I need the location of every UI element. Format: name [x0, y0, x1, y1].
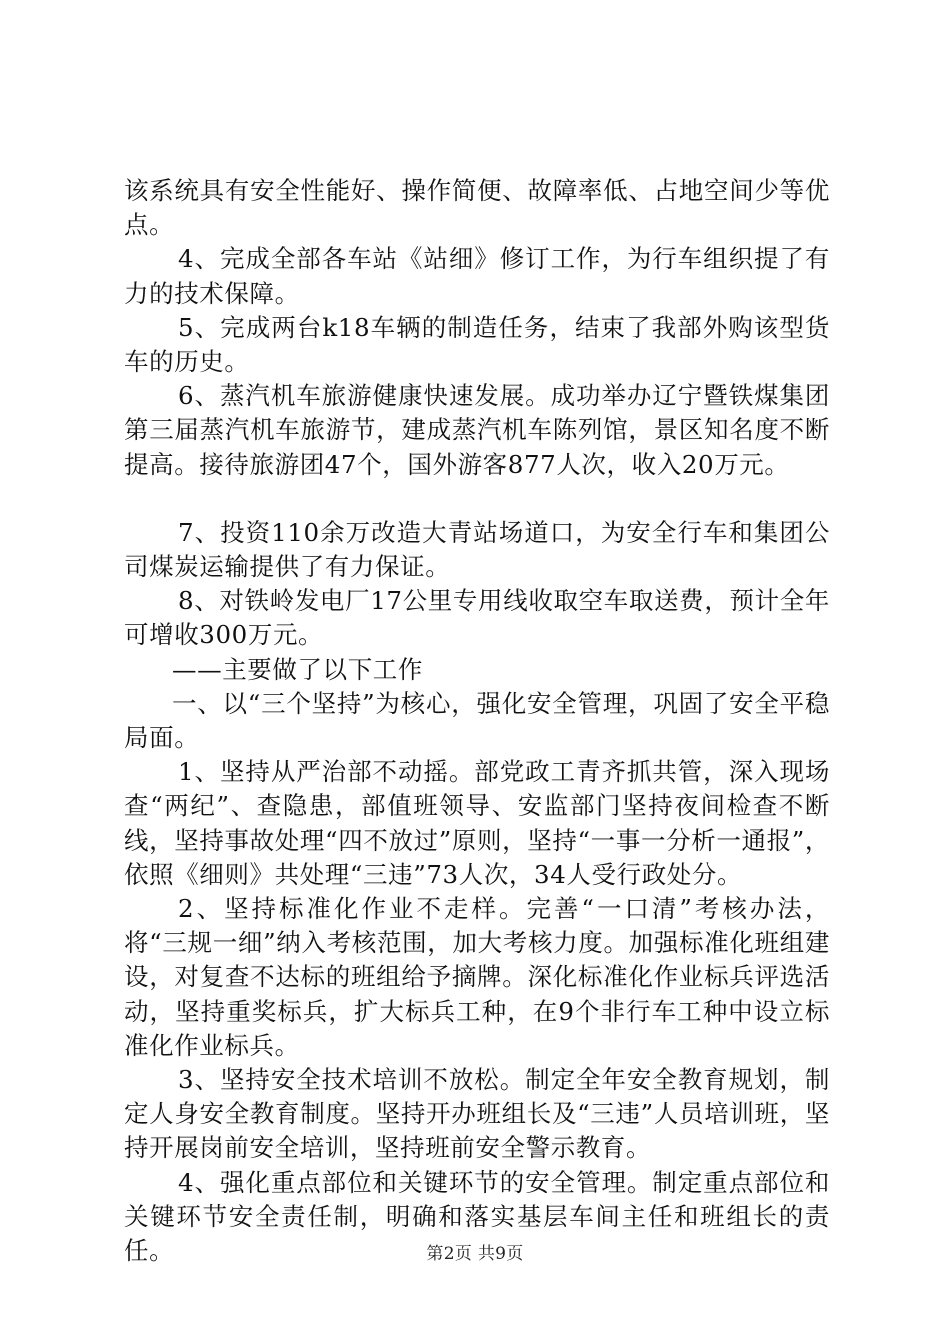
- paragraph-point-3: 3、坚持安全技术培训不放松。制定全年安全教育规划，制定人身安全教育制度。坚持开办班组长及“三违”人员培训班，坚持开展岗前安全培训，坚持班前安全警示教育。: [124, 1065, 830, 1163]
- paragraph-item-4: 4、完成全部各车站《站细》修订工作，为行车组织提了有力的技术保障。: [124, 244, 830, 308]
- paragraph-item-6: 6、蒸汽机车旅游健康快速发展。成功举办辽宁暨铁煤集团第三届蒸汽机车旅游节，建成蒸汽机车陈列馆，景区知名度不断提高。接待旅游团47个，国外游客877人次，收入20万元。: [124, 381, 830, 479]
- paragraph-item-5: 5、完成两台k18车辆的制造任务，结束了我部外购该型货车的历史。: [124, 312, 830, 377]
- section-intro: ——主要做了以下工作: [172, 654, 423, 684]
- paragraph-point-1: 1、坚持从严治部不动摇。部党政工青齐抓共管，深入现场查“两纪”、查隐患，部值班领导、安监部门坚持夜间检查不断线，坚持事故处理“四不放过”原则，坚持“一事一分析一通报”，依照《细则》共处理“三违”73人次，34人受行政处分。: [124, 757, 830, 889]
- paragraph-point-2: 2、坚持标准化作业不走样。完善“一口清”考核办法，将“三规一细”纳入考核范围，加大考核力度。加强标准化班组建设，对复查不达标的班组给予摘牌。深化标准化作业标兵评选活动，坚持重奖标兵，扩大标兵工种，在9个非行车工种中设立标准化作业标兵。: [124, 894, 830, 1060]
- page-footer: 第2页 共9页: [426, 1244, 524, 1264]
- paragraph-continuation: 该系统具有安全性能好、操作简便、故障率低、占地空间少等优点。: [124, 176, 830, 240]
- document-body: [124, 174, 830, 1268]
- paragraph-item-7: 7、投资110余万改造大青站场道口，为安全行车和集团公司煤炭运输提供了有力保证。: [124, 517, 830, 582]
- paragraph-item-8: 8、对铁岭发电厂17公里专用线收取空车取送费，预计全年可增收300万元。: [124, 586, 830, 650]
- paragraph-point-4: 4、强化重点部位和关键环节的安全管理。制定重点部位和关键环节安全责任制，明确和落实基层车间主任和班组长的责任。: [124, 1167, 830, 1266]
- section-heading-1: 一、以“三个坚持”为核心，强化安全管理，巩固了安全平稳局面。: [124, 688, 830, 753]
